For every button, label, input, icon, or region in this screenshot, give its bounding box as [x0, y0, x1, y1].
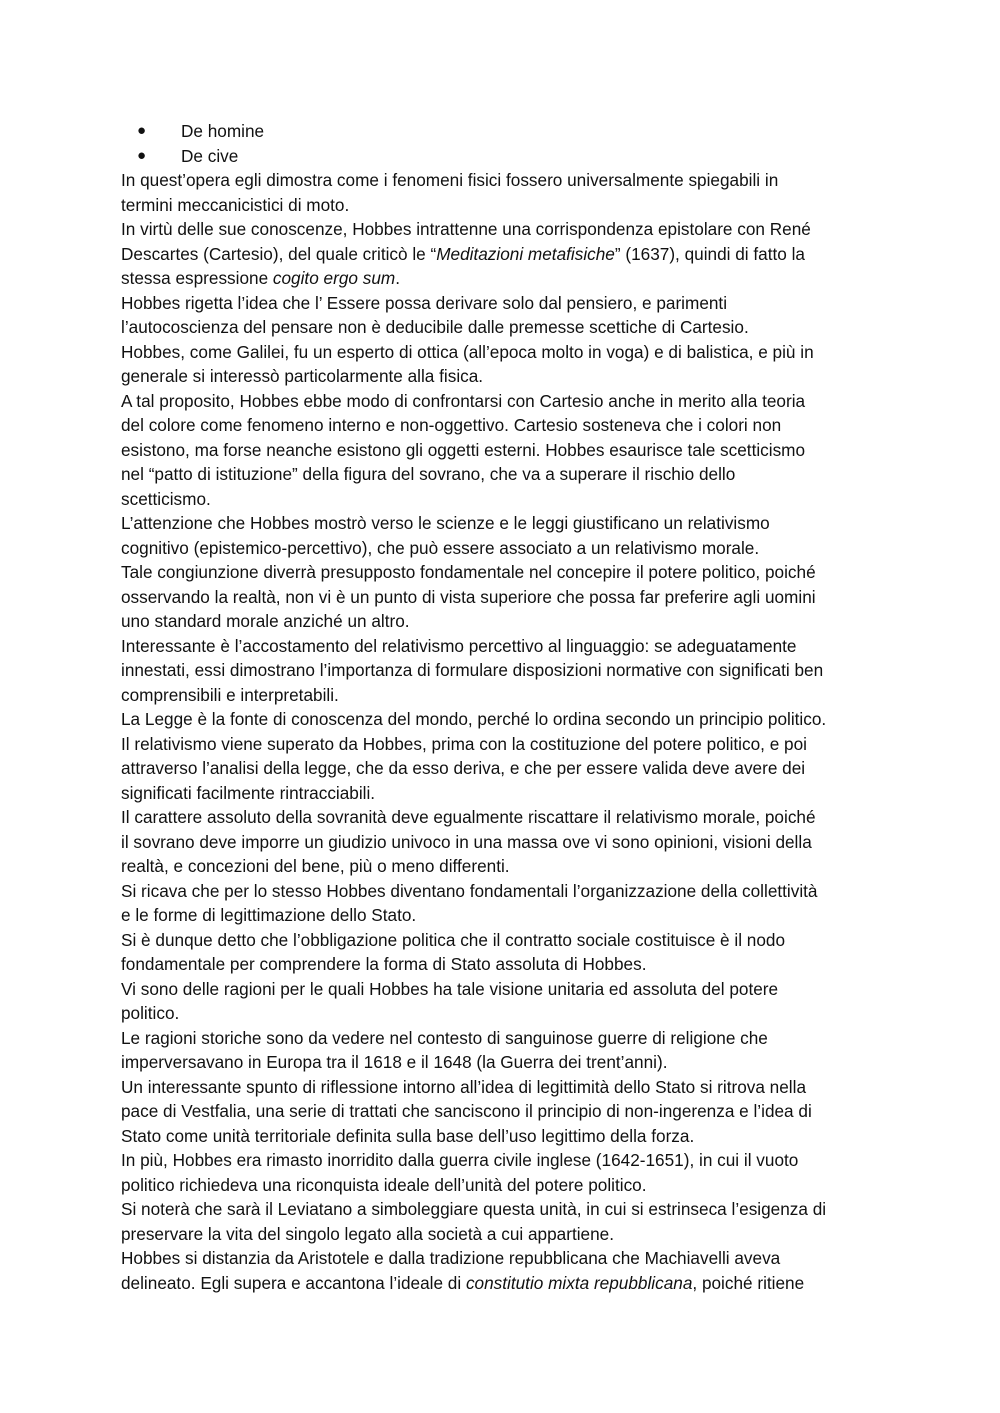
paragraph-line: Hobbes, come Galilei, fu un esperto di ottica (all’epoca molto in voga) e di balistica, e più in [121, 341, 814, 362]
paragraph-line: La Legge è la fonte di conoscenza del mondo, perché lo ordina secondo un principio politico. [121, 709, 827, 729]
paragraph-line: Le ragioni storiche sono da vedere nel contesto di sanguinose guerre di religione che [121, 1027, 768, 1048]
paragraph-line: del colore come fenomeno interno e non-oggettivo. Cartesio sosteneva che i colori non [121, 415, 782, 435]
paragraph-line: In più, Hobbes era rimasto inorridito dalla guerra civile inglese (1642-1651), in cui il vuoto [121, 1150, 799, 1170]
paragraph-line: Vi sono delle ragioni per le quali Hobbes ha tale visione unitaria ed assoluta del potere [121, 978, 779, 999]
paragraph-line: stessa espressione cogito ergo sum. [121, 268, 400, 288]
paragraph-line: Hobbes si distanzia da Aristotele e dalla tradizione repubblicana che Machiavelli aveva [121, 1248, 781, 1268]
paragraph-line: Il relativismo viene superato da Hobbes, prima con la costituzione del potere politico, e poi [121, 733, 807, 754]
paragraph-line: Si è dunque detto che l’obbligazione politica che il contratto sociale costituisce è il nodo [121, 929, 786, 950]
paragraph-line: il sovrano deve imporre un giudizio univoco in una massa ove vi sono opinioni, visioni della [121, 831, 812, 852]
paragraph-line: In virtù delle sue conoscenze, Hobbes intrattenne una corrispondenza epistolare con René [121, 219, 811, 239]
paragraph-line: e le forme di legittimazione dello Stato. [121, 905, 417, 925]
paragraph-line: uno standard morale anziché un altro. [121, 611, 410, 631]
paragraph-line: Il carattere assoluto della sovranità deve egualmente riscattare il relativismo morale, poiché [121, 807, 816, 827]
paragraph-line: attraverso l’analisi della legge, che da esso deriva, e che per essere valida deve avere dei [121, 758, 806, 778]
paragraph-line: Tale congiunzione diverrà presupposto fondamentale nel concepire il potere politico, poiché [121, 562, 816, 582]
paragraph-line: Stato come unità territoriale definita sulla base dell’uso legittimo della forza. [121, 1125, 695, 1146]
paragraph-line: In quest’opera egli dimostra come i fenomeni fisici fossero universalmente spiegabili in [121, 170, 779, 190]
paragraph-line: osservando la realtà, non vi è un punto di vista superiore che possa far preferire agli uomini [121, 586, 816, 607]
paragraph-line: L’attenzione che Hobbes mostrò verso le scienze e le leggi giustificano un relativismo [121, 513, 770, 533]
paragraph-line: comprensibili e interpretabili. [121, 684, 339, 705]
paragraph-line: preservare la vita del singolo legato alla società a cui appartiene. [121, 1223, 615, 1244]
paragraph-line: nel “patto di istituzione” della figura del sovrano, che va a superare il rischio dello [121, 464, 736, 484]
italic-phrase: constitutio mixta repubblicana [465, 1272, 693, 1293]
works-list [0, 119, 1000, 169]
paragraph-line: Hobbes rigetta l’idea che l’ Essere possa derivare solo dal pensiero, e parimenti [121, 292, 728, 313]
paragraph-line: Descartes (Cartesio), del quale criticò le “Meditazioni metafisiche” (1637), quindi di fatto la [121, 243, 805, 264]
list-item: ● De homine [0, 119, 1000, 144]
paragraph-line: politico richiedeva una riconquista ideale dell’unità del potere politico. [121, 1174, 647, 1195]
list-item: ● De cive [0, 144, 1000, 169]
paragraph-line: pace di Vestfalia, una serie di trattati che sanciscono il principio di non-ingerenza e l’idea di [121, 1101, 812, 1121]
paragraph-line: fondamentale per comprendere la forma di Stato assoluta di Hobbes. [121, 954, 647, 974]
bullet-icon: ● [137, 122, 147, 139]
paragraph-line: esistono, ma forse neanche esistono gli oggetti esterni. Hobbes esaurisce tale scetticismo [121, 439, 806, 460]
italic-title: Meditazioni metafisiche [436, 243, 615, 264]
italic-phrase: cogito ergo sum [272, 268, 396, 288]
paragraph-line: imperversavano in Europa tra il 1618 e il 1648 (la Guerra dei trent’anni). [121, 1052, 668, 1072]
paragraph-line: significati facilmente rintracciabili. [121, 782, 376, 803]
paragraph-line: cognitivo (epistemico-percettivo), che può essere associato a un relativismo morale. [121, 537, 760, 558]
body-text [121, 168, 891, 1295]
paragraph-line: generale si interessò particolarmente alla fisica. [121, 366, 484, 386]
bullet-icon: ● [137, 147, 147, 164]
paragraph-line: scetticismo. [121, 488, 211, 509]
paragraph-line: termini meccanicistici di moto. [121, 194, 350, 215]
paragraph-line: realtà, e concezioni del bene, più o meno differenti. [121, 856, 510, 876]
paragraph-line: Interessante è l’accostamento del relativismo percettivo al linguaggio: se adeguatamente [121, 635, 797, 656]
paragraph-line: Si ricava che per lo stesso Hobbes diventano fondamentali l’organizzazione della collettività [121, 880, 818, 901]
paragraph-line: politico. [121, 1003, 180, 1023]
paragraph-line: l’autocoscienza del pensare non è deducibile dalle premesse scettiche di Cartesio. [121, 317, 749, 337]
paragraph-line: Si noterà che sarà il Leviatano a simboleggiare questa unità, in cui si estrinseca l’esigenza di [121, 1199, 827, 1219]
paragraph-line: innestati, essi dimostrano l’importanza di formulare disposizioni normative con significati ben [121, 660, 824, 680]
paragraph-line: delineato. Egli supera e accantona l’ideale di constitutio mixta repubblicana, poiché ritiene [121, 1272, 805, 1293]
paragraph-line: Un interessante spunto di riflessione intorno all’idea di legittimità dello Stato si ritrova nella [121, 1076, 806, 1097]
paragraph-line: A tal proposito, Hobbes ebbe modo di confrontarsi con Cartesio anche in merito alla teoria [121, 390, 806, 411]
